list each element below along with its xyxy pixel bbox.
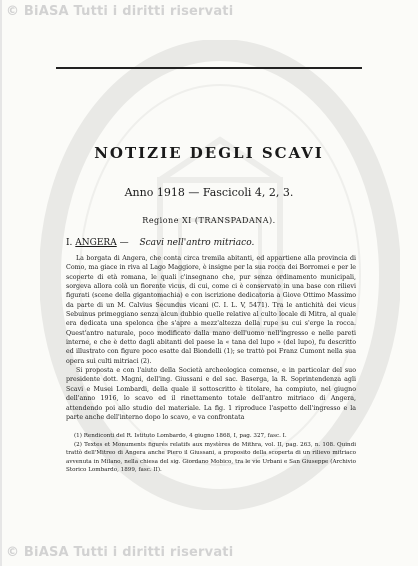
page-edge <box>0 0 2 566</box>
watermark-top-text: © BiASA Tutti i diritti riservati <box>6 4 234 19</box>
section-place: ANGERA <box>75 238 117 248</box>
paragraph-1: La borgata di Angera, che conta circa tremila abitanti, ed appartiene alla provincia di Como, ma giace in riva al Lago Maggiore, è insigne per la sua rocca dei Borromei e per le scoperte di età romana, le quali c'insegnano che, pur senza ordinamento municipali, sorgeva allora colà un fiorente vicus, di cui, come ci è conservato in una base con rilievi figurati (scene della gigantomachia) e con iscrizione dedicatoria a Giove Ottimo Massimo da parte di un M. Calvius Secundus vicani (C. I. L. V, 5471). Tra le antichità dei vicus Sebuinus primeggiano senza alcun dubbio quelle relative al culto locale di Mitra, al quale era dedicata una spelonca che s'apre a mezz'altezza della rupe su cui s'erge la rocca. Quest'antro naturale, poco modificato dalla mano dell'uomo nell'ingresso e nelle pareti interne, e che è detto dagli abitanti del paese la « tana del lupo » (del lupo), fu descritto ed illustrato con figure poco esatte dal Biondelli (1); se trattò poi Franz Cumont nella sua opera sui culti mitriaci (2). <box>66 255 356 365</box>
body-text <box>66 254 356 422</box>
footnote-2: (2) Textes et Monuments figurés relatifs aux mystères de Mithra, vol. II, pag. 263, n. 108. Quindi trattò dell'Mitreo di Angera anche Piero il Giussani, a proposito della scoperta di un rilievo mitriaco avvenuta in Milano, nella chiesa del sig. Giordano Mobico, tra le vie Urbani e San Giuseppe (Archivio Storico Lombardo, 1899, fasc. II). <box>66 442 356 473</box>
section-heading: I. ANGERA — Scavi nell'antro mitriaco. <box>66 238 255 248</box>
section-number: I. <box>66 238 73 248</box>
section-subtitle: Scavi nell'antro mitriaco. <box>139 238 255 248</box>
paragraph-2: Si proposta e con l'aiuto della Società archeologica comense, e in particolar del suo presidente dott. Magni, dell'ing. Giussani e del sac. Baserga, la R. Soprintendenza agli Scavi e Musei Lombardi, della quale il sottoscritto è titolare, ha compiuto, nel giugno dell'anno 1916, lo scavo ed il rinettamento totale dell'antro mitriaco di Angera, attendendo poi allo studio del materiale. La fig. 1 riproduce l'aspetto dell'ingresso e la parte anche dell'interno dopo lo scavo, e va confrontata <box>66 367 356 421</box>
footnote-1: (1) Rendiconti del R. Istituto Lombardo, 4 giugno 1868, I, pag. 327, fasc. I. <box>74 433 287 439</box>
watermark-bottom-text: © BiASA Tutti i diritti riservati <box>6 545 234 560</box>
region-line: Regione XI (TRANSPADANA). <box>142 216 276 225</box>
page-title: NOTIZIE DEGLI SCAVI <box>94 144 324 162</box>
issue-line: Anno 1918 — Fascicoli 4, 2, 3. <box>124 186 294 199</box>
header-rule <box>56 67 362 69</box>
footnotes <box>66 432 356 475</box>
